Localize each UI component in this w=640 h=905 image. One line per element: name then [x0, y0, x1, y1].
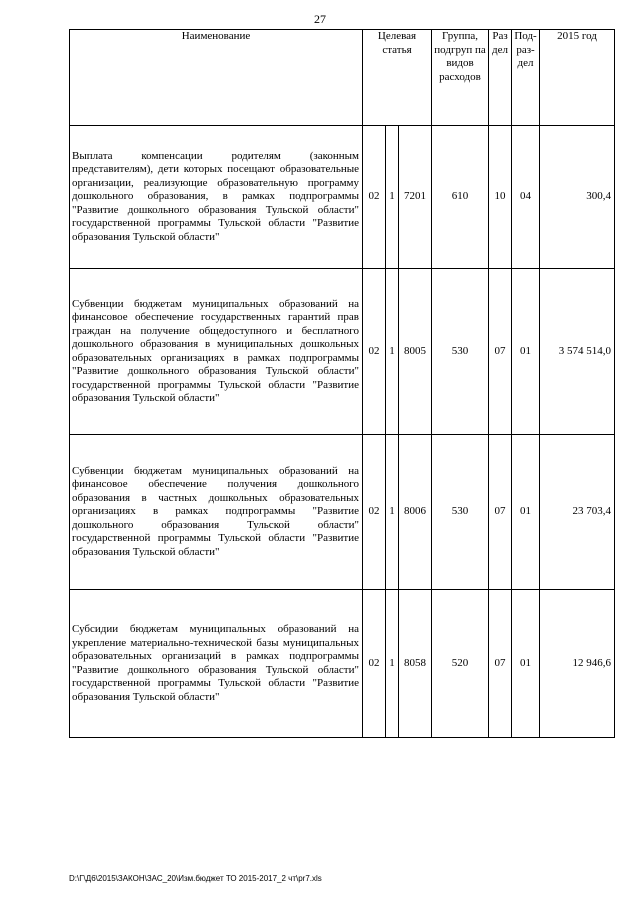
- header-subsection: Под- раз- дел: [512, 30, 540, 126]
- file-path-footer: D:\Г\Д6\2015\ЗАКОН\ЗАС_20\Изм.бюджет ТО 2015-2017_2 чт\pr7.xls: [69, 874, 322, 883]
- row-code1: 02: [363, 435, 386, 590]
- header-target-article: Целевая статья: [363, 30, 432, 126]
- page-number: 27: [314, 12, 326, 26]
- row-section: 10: [489, 126, 512, 269]
- row-code1: 02: [363, 269, 386, 435]
- table-row: [70, 590, 615, 738]
- row-name: Субвенции бюджетам муниципальных образований на финансовое обеспечение государственных гарантий прав граждан на получение общедоступного и бесплатного дошкольного образования в муниципальных дошкольных образовательных организациях в рамках подпрограммы "Развитие дошкольного образования Тульской области" государственной программы Тульской области "Развитие образования Тульской области": [70, 269, 363, 435]
- row-group: 530: [432, 435, 489, 590]
- row-subsection: 04: [512, 126, 540, 269]
- row-section: 07: [489, 435, 512, 590]
- row-group: 530: [432, 269, 489, 435]
- row-amount: 3 574 514,0: [540, 269, 615, 435]
- row-amount: 300,4: [540, 126, 615, 269]
- row-code3: 7201: [399, 126, 432, 269]
- row-section: 07: [489, 590, 512, 738]
- row-section: 07: [489, 269, 512, 435]
- row-group: 610: [432, 126, 489, 269]
- row-name: Субвенции бюджетам муниципальных образований на финансовое обеспечение получения дошкольного образования в частных дошкольных образовательных организациях в рамках подпрограммы "Развитие дошкольного образования Тульской области" государственной программы Тульской области "Развитие образования Тульской области": [70, 435, 363, 590]
- row-code3: 8005: [399, 269, 432, 435]
- header-section: Раз дел: [489, 30, 512, 126]
- row-subsection: 01: [512, 435, 540, 590]
- table-header-row: [70, 30, 615, 126]
- row-code3: 8006: [399, 435, 432, 590]
- header-group: Группа, подгруп па видов расходов: [432, 30, 489, 126]
- row-code1: 02: [363, 126, 386, 269]
- row-subsection: 01: [512, 269, 540, 435]
- row-subsection: 01: [512, 590, 540, 738]
- row-code3: 8058: [399, 590, 432, 738]
- table-row: [70, 269, 615, 435]
- row-name: Выплата компенсации родителям (законным представителям), дети которых посещают образовательные организации, реализующие образовательную программу дошкольного образования, в рамках подпрограммы "Развитие дошкольного образования Тульской области" государственной программы Тульской области "Развитие образования Тульской области": [70, 126, 363, 269]
- budget-table: [69, 29, 615, 738]
- row-name: Субсидии бюджетам муниципальных образований на укрепление материально-технической базы муниципальных образовательных организаций в рамках подпрограммы "Развитие дошкольного образования Тульской области" государственной программы Тульской области "Развитие образования Тульской области": [70, 590, 363, 738]
- row-code2: 1: [386, 590, 399, 738]
- row-code1: 02: [363, 590, 386, 738]
- header-year: 2015 год: [540, 30, 615, 126]
- row-code2: 1: [386, 435, 399, 590]
- row-group: 520: [432, 590, 489, 738]
- table-row: [70, 435, 615, 590]
- table-row: [70, 126, 615, 269]
- row-code2: 1: [386, 269, 399, 435]
- row-code2: 1: [386, 126, 399, 269]
- row-amount: 12 946,6: [540, 590, 615, 738]
- header-name: Наименование: [70, 30, 363, 126]
- row-amount: 23 703,4: [540, 435, 615, 590]
